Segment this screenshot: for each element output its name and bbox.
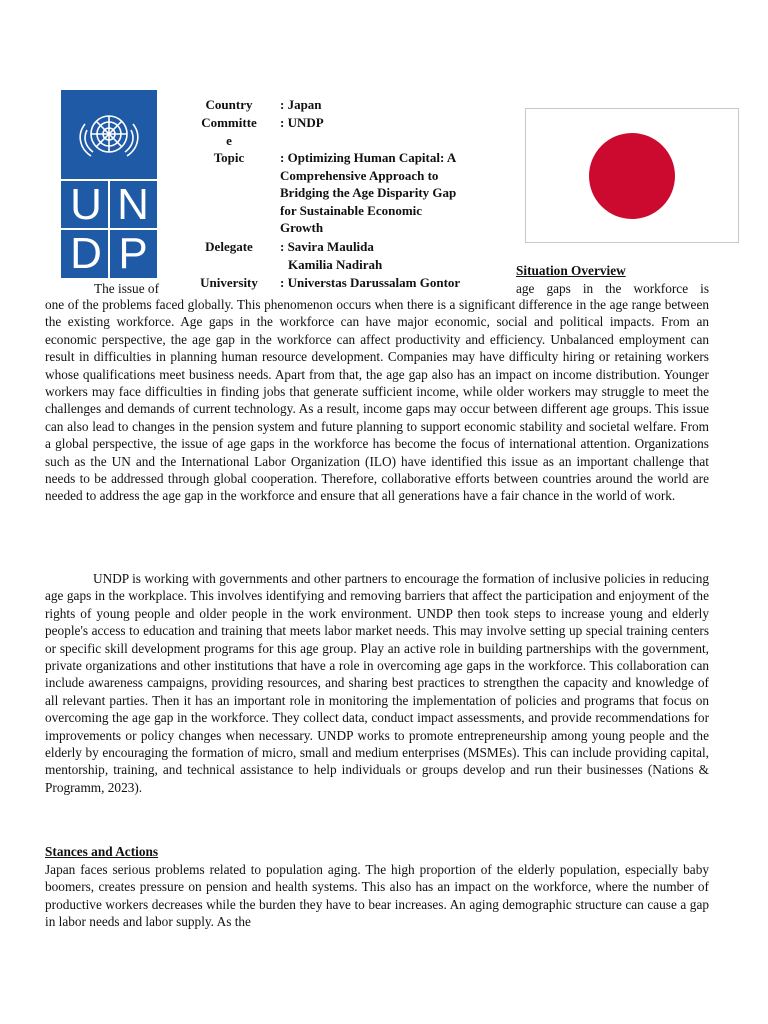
- committee-value: : UNDP: [280, 115, 324, 130]
- un-emblem-icon: [61, 90, 157, 278]
- stances-paragraph: Japan faces serious problems related to population aging. The high proportion of the elderly population, especially baby boomers, creates pressure on pension and health systems. This also has an impact on the workforce, where the number of productive workers decreases while the burden they have to bear increases. An aging demographic structure can cause a gap in labor needs and labor supply. As the: [45, 862, 709, 930]
- country-value: : Japan: [280, 97, 322, 112]
- stances-heading: Stances and Actions: [45, 844, 159, 859]
- logo-letter-p: P: [118, 229, 148, 278]
- undp-logo: [61, 90, 157, 278]
- delegate-value: [280, 238, 495, 273]
- logo-letter-u: U: [70, 180, 102, 229]
- topic-line: Comprehensive Approach to: [280, 167, 439, 183]
- japan-flag-icon: [526, 109, 738, 242]
- university-value: : Universtas Darussalam Gontor: [280, 275, 461, 290]
- logo-letter-d: D: [70, 229, 102, 278]
- topic-line: for Sustainable Economic: [280, 202, 423, 218]
- situation-lead-right: age gaps in the workforce is: [516, 281, 709, 296]
- situation-lead-left: The issue of: [94, 281, 159, 296]
- committee-label: [194, 114, 264, 149]
- situation-paragraph-1: one of the problems faced globally. This phenomenon occurs when there is a significant difference in the age range between the existing workforce. Age gaps in the workforce can have major economic, social and political impacts. From an economic perspective, the age gap in the workforce can affect productivity and efficiency. Unbalanced employment can result in difficulties in planning human resource development. Companies may have difficulty hiring or retaining workers whose qualifications meet business needs. Apart from that, the age gap also has an impact on income distribution. Younger workers may face difficulties in finding jobs that generate sufficient income, while older workers may struggle to meet the challenges and demands of current technology. As a result, income gaps may occur between different age groups. This issue can also lead to changes in the pension system and future planning to support economic stability and societal welfare. From a global perspective, the issue of age gaps in the workforce has become the focus of international attention. Organizations such as the UN and the International Labor Organization (ILO) have identified this issue as an important challenge that needs to be addressed through global cooperation. Therefore, collaborative efforts between countries around the world are needed to address the age gap in the workforce and ensure that all generations have a fair chance in the world of work.: [45, 297, 709, 504]
- delegate-name: : Savira Maulida: [280, 239, 374, 254]
- committee-label-line-1: Committe: [201, 115, 257, 130]
- university-label: University: [200, 275, 258, 290]
- topic-line: : Optimizing Human Capital: A: [280, 150, 457, 165]
- committee-label-line-2: e: [226, 132, 232, 148]
- japan-flag: [525, 108, 739, 243]
- logo-letter-n: N: [117, 180, 149, 229]
- topic-value: [280, 149, 495, 237]
- topic-line: Bridging the Age Disparity Gap: [280, 185, 457, 200]
- topic-line: Growth: [280, 220, 324, 235]
- country-label: Country: [205, 97, 253, 112]
- delegate-label: Delegate: [205, 239, 253, 254]
- situation-paragraph-2: UNDP is working with governments and other partners to encourage the formation of inclusive policies in reducing age gaps in the workplace. This involves identifying and removing barriers that affect the participation and enjoyment of the rights of young people and older people in the work environment. UNDP then took steps to increase young and elderly people's access to education and training that meets labor market needs. This may involve setting up special training centers or specific skill development programs for this age group. Play an active role in building partnerships with the government, private organizations and other institutions that have a role in overcoming age gaps in the workforce. This collaboration can include awareness campaigns, providing resources, and sharing best practices to strengthen the capacity and knowledge of all relevant parties. Then it has an important role in monitoring the implementation of policies and programs that focus on overcoming the age gap in the workforce. They collect data, conduct impact assessments, and provide recommendations for improvements or policy changes when necessary. UNDP works to promote entrepreneurship among young people and the elderly by encouraging the formation of micro, small and medium enterprises (MSMEs). This can include providing capital, mentorship, training, and technical assistance to help individuals or groups develop and run their businesses (Nations & Programm, 2023).: [45, 571, 709, 795]
- situation-overview-heading: Situation Overview: [516, 263, 626, 278]
- delegate-name: Kamilia Nadirah: [288, 256, 383, 272]
- topic-label: Topic: [213, 150, 245, 165]
